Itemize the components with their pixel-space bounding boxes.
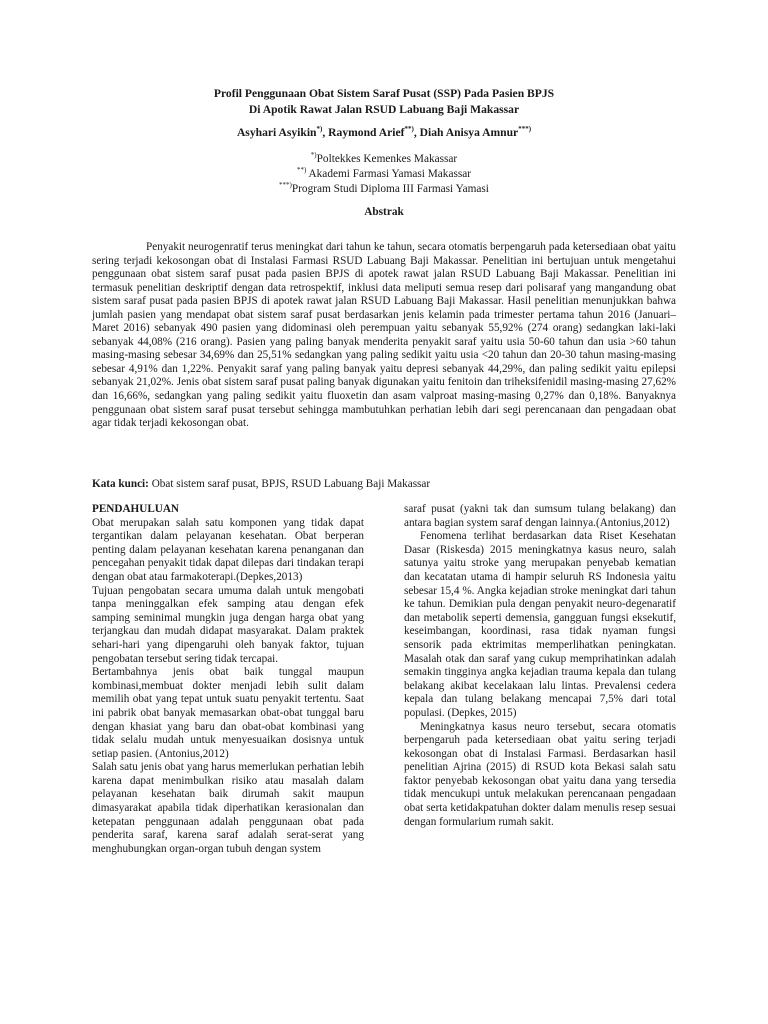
keywords-text: Obat sistem saraf pusat, BPJS, RSUD Labuang Baji Makassar — [148, 478, 431, 490]
affiliation-3-text: Program Studi Diploma III Farmasi Yamasi — [291, 183, 489, 195]
abstract-heading: Abstrak — [364, 206, 404, 218]
keywords — [92, 477, 676, 491]
title-line-1: Profil Penggunaan Obat Sistem Saraf Pusat (SSP) Pada Pasien BPJS — [213, 87, 555, 100]
right-column — [404, 503, 676, 829]
right-paragraph: saraf pusat (yakni tak dan sumsum tulang belakang) dan antara bagian system saraf dengan lainnya.(Antonius,2012) — [404, 503, 676, 529]
title-line-2: Di Apotik Rawat Jalan RSUD Labuang Baji Makassar — [248, 102, 520, 116]
paper-title — [92, 86, 676, 117]
right-paragraph: Fenomena terlihat berdasarkan data Riset Kesehatan Dasar (Riskesda) 2015 meningkatnya kasus neuro, salah satunya yaitu stroke yang merupakan penyebab kematian dan kecatatan utama di hampir seluruh RS Indonesia yaitu sebesar 15,4 %. Angka kejadian stroke meningkat dari tahun ke tahun. Demikian pula dengan penyakit neuro-degenaratif dan metabolik seperti demensia, gangguan fungsi eksekutif, keseimbangan, koordinasi, rasa tidak nyaman fungsi sensorik pada ektrimitas memperlihatkan peningkatan. Masalah otak dan saraf yang cukup memprihatinkan adalah semakin tingginya angka kejadian trauma kepala dan tulang belakang akibat kecelakaan lalu lintas. Prevalensi cedera kepala dan tulang belakang mencapai 7,5% dari total populasi. (Depkes, 2015) — [404, 530, 676, 719]
left-paragraph: Bertambahnya jenis obat baik tunggal maupun kombinasi,membuat dokter menjadi lebih sulit dalam memilih obat yang tepat untuk suatu penyakit tertentu. Saat ini pabrik obat banyak memasarkan obat-obat tunggal baru dengan khasiat yang baru dan obat-obat kombinasi yang tidak selalu mudah untuk menyesuaikan dosisnya untuk setiap pasien. (Antonius,2012) — [92, 666, 364, 760]
author-list — [92, 126, 676, 140]
affiliation-list — [92, 152, 676, 197]
affiliation-3-mark: ***) — [279, 181, 292, 190]
affiliation-3 — [92, 182, 676, 197]
affiliation-1-text: Poltekkes Kemenkes Makassar — [316, 153, 458, 165]
affiliation-1 — [92, 152, 676, 167]
author-3-mark: ***) — [518, 125, 532, 134]
affiliation-2-mark: **) — [296, 166, 307, 175]
keywords-label: Kata kunci: — [92, 478, 149, 490]
left-paragraph: Salah satu jenis obat yang harus memerlukan perhatian lebih karena dapat menimbulkan risiko atau masalah dalam pelayanan kesehatan baik dirumah sakit maupun dimasyarakat apabila tidak diperhatikan kerasionalan dan ketepatan penggunaan adalah penggunaan obat pada penderita saraf, karena saraf adalah serat-serat yang menghubungkan organ-organ tubuh dengan system — [92, 761, 364, 855]
author-2: , Raymond Arief — [322, 126, 405, 139]
author-1: Asyhari Asyikin — [236, 126, 317, 139]
abstract-body: Penyakit neurogenratif terus meningkat dari tahun ke tahun, secara otomatis berpengaruh pada ketersediaan obat yaitu sering terjadi kekosongan obat di Instalasi Farmasi RSUD Labuang Baji Makassar. Penelitian ini bertujuan untuk mengetahui penggunaan obat sistem saraf pusat pada pasien BPJS di apotek rawat jalan RSUD Labuang Baji Makassar. Penelitian ini termasuk penelitian deskriptif dengan data retrospektif, inklusi data meliputi semua resep dari polisaraf yang mangandung obat sistem saraf pusat pada pasien BPJS di apotek rawat jalan RSUD Labuang Baji Makassar. Hasil penelitian menunjukkan bahwa jumlah pasien yang mendapat obat sistem saraf pusat berdasarkan jenis kelamin pada trimester pertama tahun 2016 (Januari–Maret 2016) sebanyak 490 pasien yang didominasi oleh perempuan yaitu sebanyak 55,92% (274 orang) sedangkan laki-laki sebanyak 44,08% (216 orang). Pasien yang paling banyak menderita penyakit saraf yaitu usia 50-60 tahun dan usia >60 tahun masing-masing sebesar 34,69% dan 25,51% sedangkan yang paling sedikit yaitu usia <20 tahun dan 20-30 tahun masing-masing sebesar 4,91% dan 1,22%. Penyakit saraf yang paling banyak yaitu depresi sebanyak 44,29%, dan paling sedikit yaitu epilepsi sebanyak 21,02%. Jenis obat sistem saraf pusat paling banyak digunakan yaitu fenitoin dan triheksifenidil masing-masing 27,62% dan 16,66%, sedangkan yang paling sedikit yaitu fluoxetin dan asam valproat masing-masing 0,27% dan 0,18%. Banyaknya penggunaan obat sistem saraf pusat tersebut sehingga mambutuhkan perhatian lebih dari segi perencanaan dan pengadaan obat agar tidak terjadi kekosongan obat. — [92, 241, 676, 430]
left-paragraph: Tujuan pengobatan secara umuma dalah untuk mengobati tanpa meninggalkan efek samping atau dengan efek samping seminimal mungkin juga dengan harga obat yang terjangkau dan mudah didapat masyarakat. Dalam praktek sehari-hari yang dipengaruhi oleh banyak faktor, tujuan pengobatan tersebut sering tidak tercapai. — [92, 584, 364, 665]
affiliation-2-text: Akademi Farmasi Yamasi Makassar — [306, 168, 472, 180]
author-2-mark: **) — [404, 125, 414, 134]
left-column — [92, 503, 364, 856]
section-heading-pendahuluan: PENDAHULUAN — [92, 503, 180, 515]
affiliation-2 — [92, 167, 676, 182]
author-1-mark: *) — [316, 125, 323, 134]
author-3: , Diah Anisya Amnur — [413, 126, 519, 139]
left-paragraph: Obat merupakan salah satu komponen yang tidak dapat tergantikan dalam pelayanan kesehatan. Obat berperan penting dalam pelayanan kesehatan karena penanganan dan pencegahan penyakit tidak dapat dilepas dari tindakan terapi dengan obat atau farmakoterapi.(Depkes,2013) — [92, 516, 364, 583]
right-paragraph: Meningkatnya kasus neuro tersebut, secara otomatis berpengaruh pada ketersediaan obat yaitu sering terjadi kekosongan obat di Instalasi Farmasi. Berdasarkan hasil penelitian Ajrina (2015) di RSUD kota Bekasi salah satu faktor penyebab kekosongan obat yaitu dana yang tersedia tidak mencukupi untuk melakukan perencanaan pengadaan obat serta ketidakpatuhan dokter dalam menulis resep sesuai dengan formularium rumah sakit. — [404, 720, 676, 828]
affiliation-1-mark: *) — [310, 151, 317, 160]
